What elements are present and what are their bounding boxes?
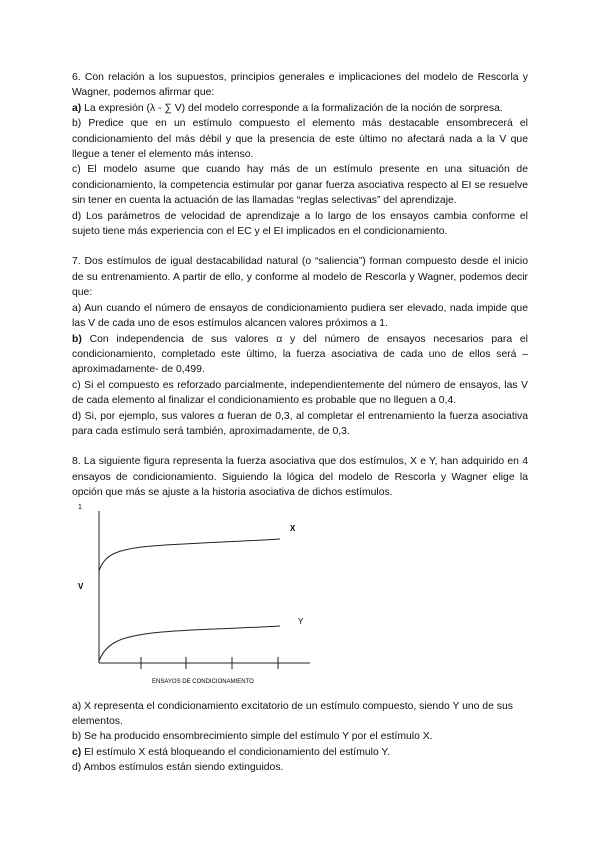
option-d	[72, 409, 528, 440]
option-text: Los parámetros de velocidad de aprendizaje a lo largo de los ensayos cambia conforme el sujeto tiene más experiencia con el EC y el EI implicados en el condicionamiento.	[72, 210, 528, 238]
option-letter: c)	[72, 746, 82, 758]
option-letter: b)	[72, 731, 82, 743]
question-8	[72, 454, 528, 500]
option-letter: a)	[72, 102, 82, 114]
option-text: Si el compuesto es reforzado parcialmente, independientemente del número de ensayos, las V de cada elemento al finalizar el condicionamiento es probable que no lleguen a 0,4.	[72, 379, 528, 407]
document-page	[72, 70, 528, 776]
x-axis-label: ENSAYOS DE CONDICIONAMIENTO	[152, 678, 254, 685]
option-a	[72, 101, 528, 116]
option-c	[72, 162, 528, 208]
y-top-label: 1	[78, 503, 82, 511]
option-d	[72, 209, 528, 240]
y-axis-label: V	[78, 581, 84, 591]
series-x-label: X	[290, 523, 296, 533]
series-y-label: Y	[298, 616, 304, 626]
option-letter: d)	[72, 410, 82, 422]
option-text: Con independencia de sus valores α y del número de ensayos necesarios para el condicionamiento, completado este último, la fuerza asociativa de cada uno de ellos será –aproximadamente- de 0,499.	[72, 333, 528, 376]
question-7	[72, 254, 528, 439]
option-a	[72, 699, 528, 730]
question-stem: 7. Dos estímulos de igual destacabilidad natural (o “saliencia”) forman compuesto desde el inicio de su entrenamiento. A partir de ello, y conforme al modelo de Rescorla y Wagner, podemos decir que:	[72, 256, 528, 299]
question-stem: 6. Con relación a los supuestos, principios generales e implicaciones del modelo de Rescorla y Wagner, podemos afirmar que:	[72, 72, 528, 99]
option-text: El modelo asume que cuando hay más de un estímulo presente en una situación de condicionamiento, la competencia estimular por ganar fuerza asociativa respecto al EI se resuelve sin tener en cuenta la actuación de las llamadas “reglas selectivas” del aprendizaje.	[72, 164, 528, 207]
option-text: Si, por ejemplo, sus valores α fueran de 0,3, al completar el entrenamiento la fuerza asociativa para cada estímulo será también, aproximadamente, de 0,3.	[72, 410, 528, 437]
option-letter: a)	[72, 302, 82, 314]
option-letter: b)	[72, 118, 82, 130]
option-b	[72, 332, 528, 378]
option-d	[72, 760, 528, 775]
option-letter: d)	[72, 762, 82, 774]
option-letter: a)	[72, 700, 82, 712]
option-text: Predice que en un estímulo compuesto el elemento más destacable ensombrecerá el condicionamiento del más débil y que la presencia de este último no afectará nada a la V que llegue a tener el elemento más intenso.	[72, 118, 528, 161]
question-6	[72, 70, 528, 239]
option-text: La expresión (λ - ∑ V) del modelo corresponde a la formalización de la noción de sorpresa.	[81, 102, 503, 114]
option-text: El estímulo X está bloqueando el condicionamiento del estímulo Y.	[81, 746, 390, 758]
option-c	[72, 378, 528, 409]
option-letter: b)	[72, 333, 82, 345]
option-b	[72, 116, 528, 162]
option-letter: d)	[72, 210, 82, 222]
option-text: Se ha producido ensombrecimiento simple del estímulo Y por el estímulo X.	[81, 731, 433, 743]
figure-svg	[72, 503, 312, 693]
curve-y	[99, 626, 280, 661]
option-letter: c)	[72, 164, 81, 176]
associative-strength-figure	[72, 503, 312, 693]
option-a	[72, 301, 528, 332]
option-b	[72, 729, 528, 744]
option-c	[72, 745, 528, 760]
option-letter: c)	[72, 379, 81, 391]
question-stem: 8. La siguiente figura representa la fuerza asociativa que dos estímulos, X e Y, han adquirido en 4 ensayos de condicionamiento. Siguiendo la lógica del modelo de Rescorla y Wagner elige la opción que más se ajuste a la historia asociativa de dichos estímulos.	[72, 456, 528, 499]
option-text: X representa el condicionamiento excitatorio de un estímulo compuesto, siendo Y uno de sus elementos.	[72, 700, 513, 727]
question-8-options	[72, 699, 528, 776]
option-text: Ambos estímulos están siendo extinguidos.	[81, 762, 284, 774]
option-text: Aun cuando el número de ensayos de condicionamiento pudiera ser elevado, nada impide que las V de cada uno de esos estímulos alcancen valores próximos a 1.	[72, 302, 528, 330]
curve-x	[99, 539, 280, 571]
